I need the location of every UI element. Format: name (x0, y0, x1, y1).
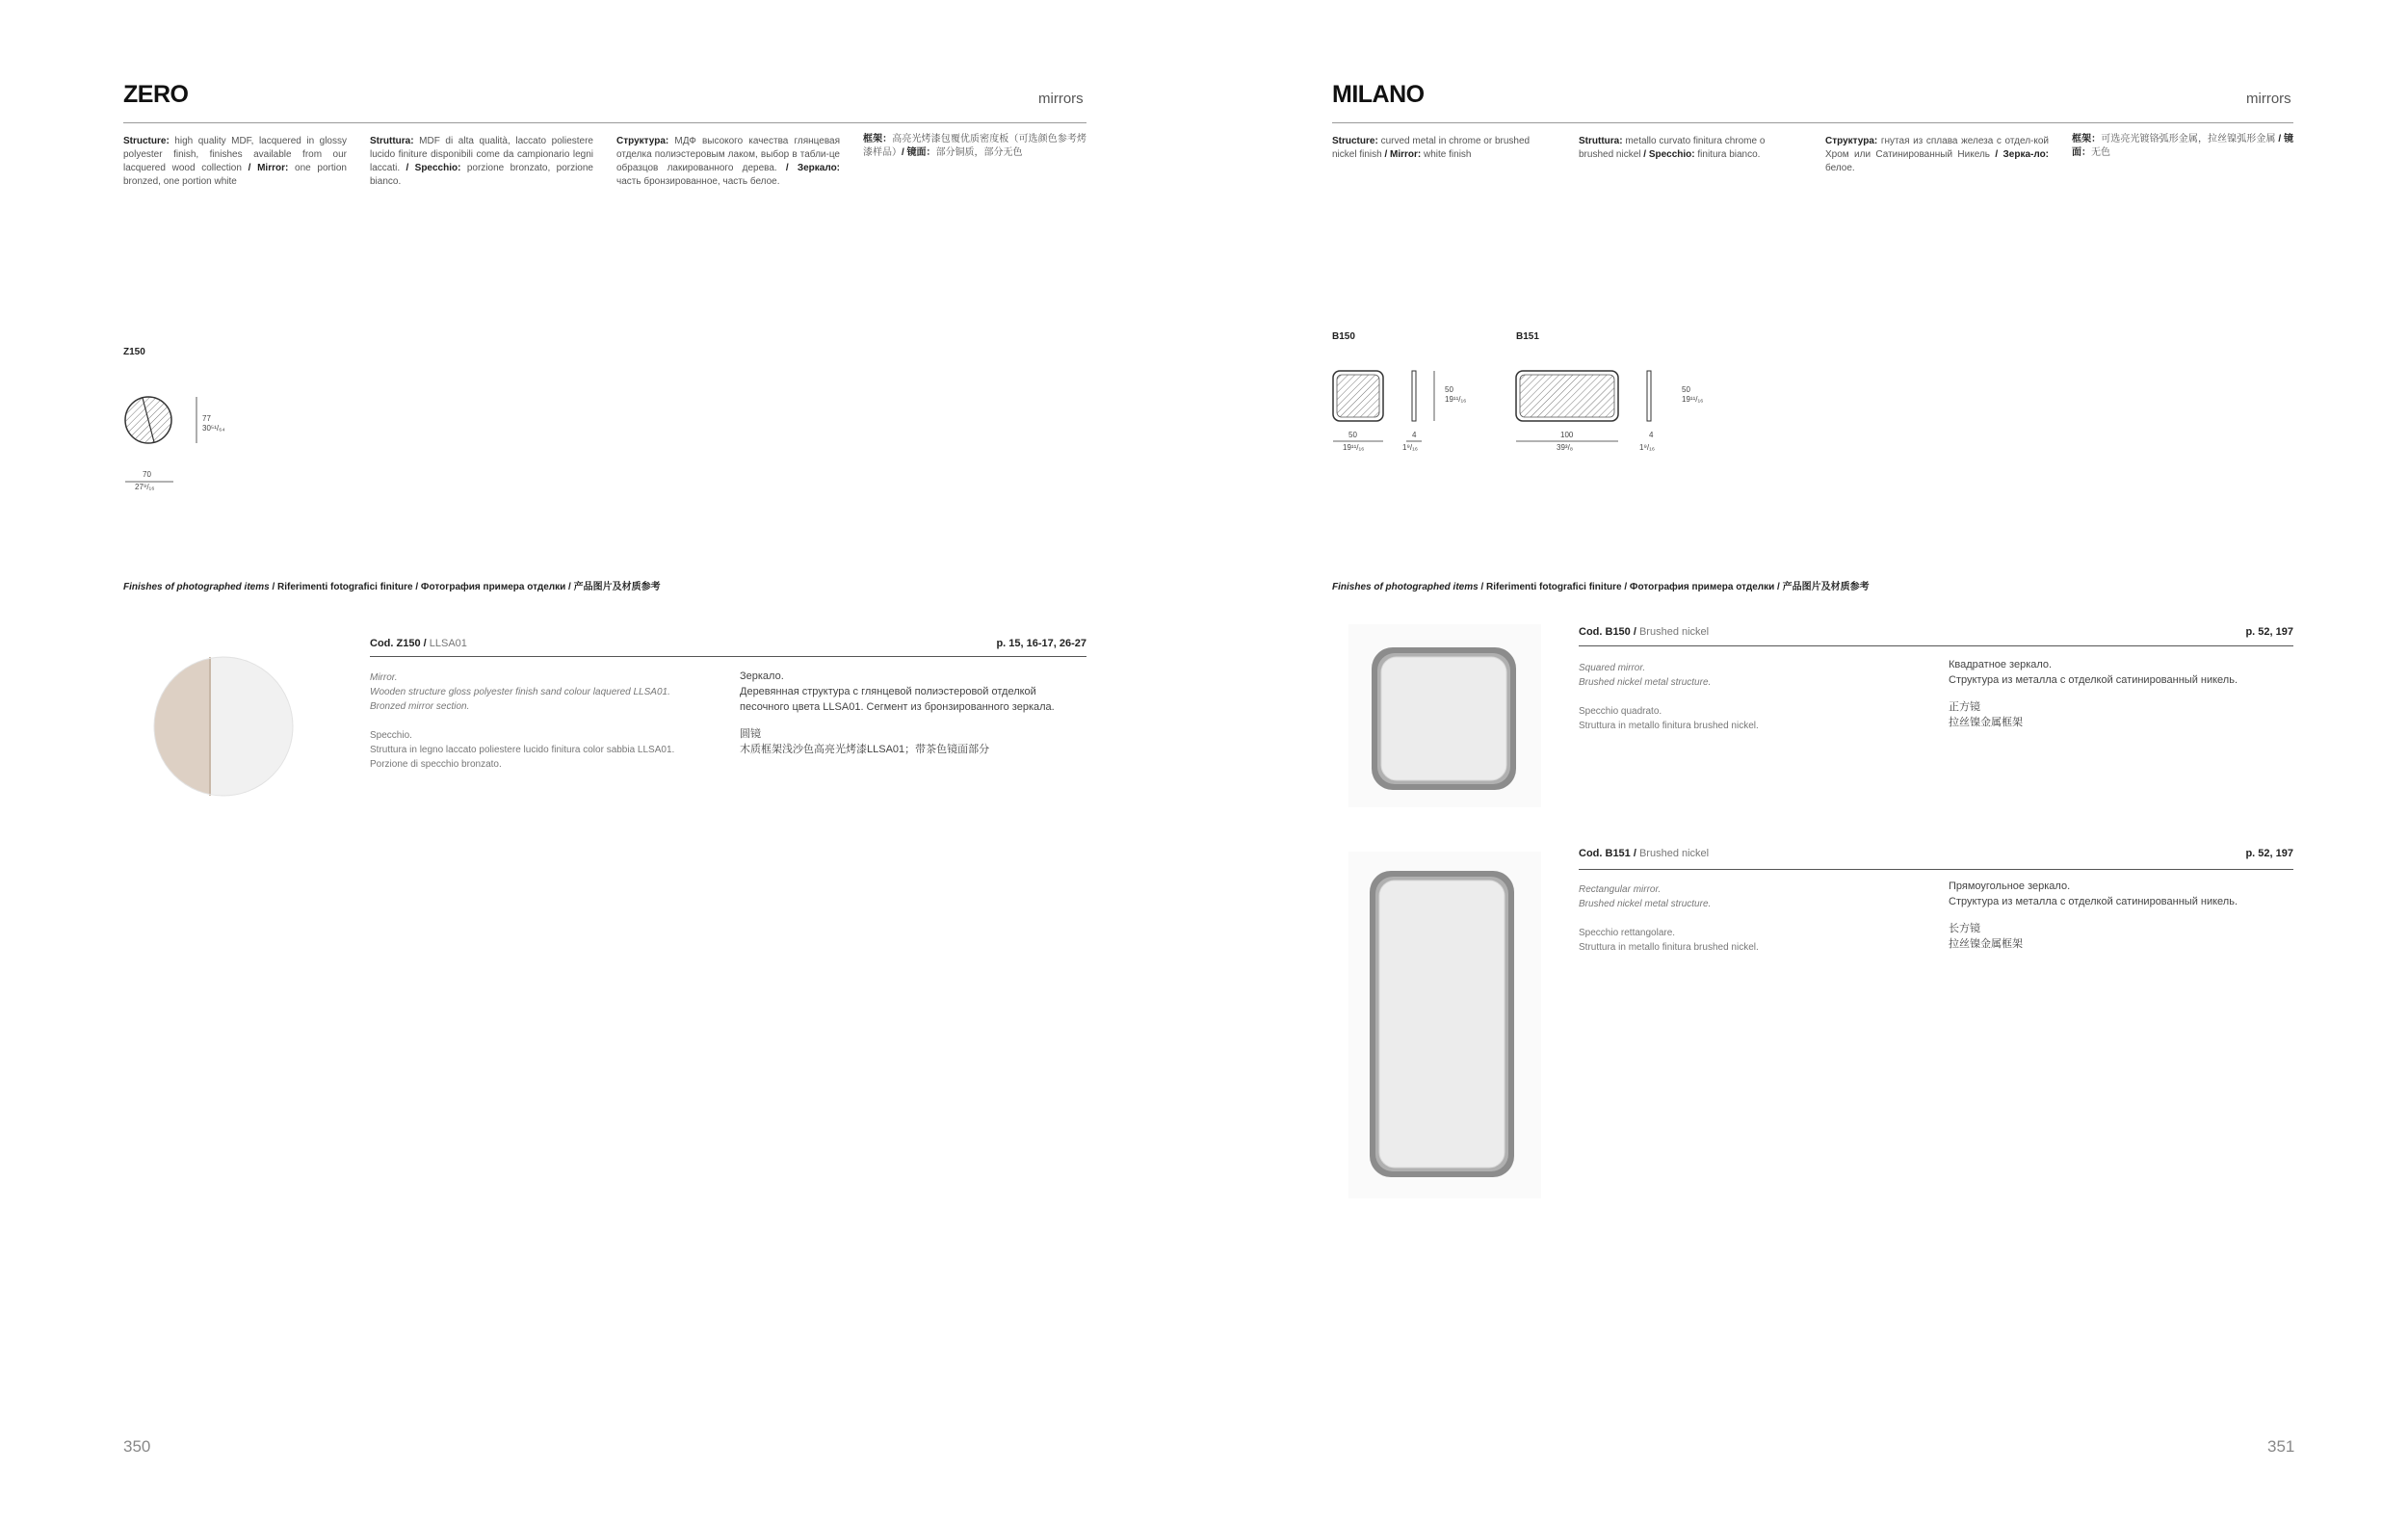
ru-line: песочного цвета LLSA01. Сегмент из бронзированного зеркала. (740, 701, 1055, 713)
page-reference: p. 15, 16-17, 26-27 (996, 638, 1086, 649)
ru-line: Прямоугольное зеркало. (1949, 880, 2071, 892)
label-specchio: / Specchio: (406, 163, 461, 173)
text: 可选亮光镀铬弧形金属，拉丝镍弧形金属 (2101, 134, 2279, 145)
z150-product-photo (143, 644, 304, 817)
text: МДФ высокого качества глянцевая отделка полиэстеровым лаком, выбор в табли-це образцов лакированного дерева. (616, 136, 840, 173)
b150-dim-height: 50 (1445, 385, 1453, 394)
finishes-heading-en: Finishes of photographed items (123, 582, 270, 592)
item-divider (370, 656, 1086, 657)
item-description-ru-zh (740, 669, 1086, 757)
label-zerkalo: / Зерка-ло: (1995, 149, 2050, 160)
en-line: Brushed nickel metal structure. (1579, 677, 1712, 688)
item-finish: Brushed nickel (1636, 626, 1710, 638)
item-code: Cod. Z150 / (370, 638, 427, 649)
it-line: Struttura in legno laccato poliestere lucido finitura color sabbia LLSA01. (370, 745, 675, 755)
page-title-zero: ZERO (123, 81, 189, 108)
text: 高亮光烤漆包覆优质密度板（可选颜色参考烤漆样品） (863, 134, 1087, 158)
dim-width-inches: 27⁹/₁₆ (135, 483, 155, 491)
label-mirror-zh: / 镜面： (2072, 134, 2294, 158)
label-mirror: / Mirror: (1384, 149, 1422, 160)
page-reference: p. 52, 197 (2245, 626, 2293, 638)
text: 部分铜质，部分无色 (935, 147, 1023, 158)
ru-line: Зеркало. (740, 670, 784, 682)
page-title-milano: MILANO (1332, 81, 1425, 108)
label-struktura: Структура: (1825, 136, 1878, 146)
finishes-heading-rest: / Riferimenti fotografici finiture / Фотография примера отделки / 产品图片及材质参考 (1478, 582, 1870, 592)
z150-technical-drawing (119, 393, 245, 493)
ru-line: Структура из металла с отделкой сатинированный никель. (1949, 896, 2238, 907)
en-line: Wooden structure gloss polyester finish sand colour laquered LLSA01. (370, 687, 670, 697)
item-code-b151 (1579, 848, 1709, 859)
text: porzione bronzato, porzione bianco. (370, 163, 593, 187)
b150-side-shape (1412, 371, 1416, 421)
rectangular-mirror-image (1348, 852, 1541, 1198)
text: 无色 (2091, 147, 2110, 158)
label-frame-zh: 框架： (863, 134, 893, 145)
category-label: mirrors (1038, 91, 1084, 107)
label-mirror-zh: / 镜面： (902, 147, 936, 158)
item-finish: Brushed nickel (1636, 848, 1710, 859)
zh-line: 圆镜 (740, 728, 761, 740)
description-en (123, 135, 347, 189)
text: white finish (1421, 149, 1472, 160)
title-divider (1332, 122, 2293, 123)
label-specchio: / Specchio: (1643, 149, 1695, 160)
text: curved metal in chrome or brushed nickel finish (1332, 136, 1531, 160)
description-zh (2072, 133, 2293, 160)
b151-dim-height: 50 (1682, 385, 1690, 394)
it-line: Porzione di specchio bronzato. (370, 759, 502, 770)
page-number-left: 350 (123, 1437, 151, 1456)
b151-description-latin (1579, 882, 1925, 955)
finishes-heading-en: Finishes of photographed items (1332, 582, 1479, 592)
description-ru (616, 135, 840, 189)
square-mirror-image (1348, 624, 1541, 807)
b150-dim-height-inches: 19¹¹/₁₆ (1445, 395, 1467, 404)
page-number-right: 351 (2267, 1437, 2295, 1456)
en-line: Rectangular mirror. (1579, 884, 1662, 895)
text: high quality MDF, lacquered in glossy polyester finish, finishes available from our lacquered wood collection (123, 136, 347, 173)
b150-dim-depth-inches: 1⁹/₁₆ (1402, 443, 1419, 452)
it-line: Specchio rettangolare. (1579, 928, 1676, 938)
milano-technical-drawings (1329, 366, 1657, 462)
model-code-z150: Z150 (123, 347, 145, 357)
b150-dim-depth: 4 (1412, 431, 1417, 439)
text: гнутая из сплава железа с отдел-кой Хром или Сатинированный Никель (1825, 136, 2049, 160)
zh-line: 木质框架浅沙色高亮光烤漆LLSA01；带茶色镜面部分 (740, 744, 990, 755)
label-struktura: Структура: (616, 136, 669, 146)
text: MDF di alta qualità, laccato poliestere lucido finiture disponibili come da campionario legni laccati. (370, 136, 593, 173)
b150-dim-width: 50 (1348, 431, 1357, 439)
label-struttura: Struttura: (370, 136, 414, 146)
text: белое. (1825, 163, 1855, 173)
ru-line: Квадратное зеркало. (1949, 659, 2053, 670)
item-divider (1579, 645, 2293, 646)
label-mirror: / Mirror: (248, 163, 289, 173)
text: one portion bronzed, one portion white (123, 163, 347, 187)
b150-description-ru-zh (1949, 657, 2293, 730)
item-code: Cod. B150 / (1579, 626, 1636, 638)
zh-line: 长方镜 (1949, 923, 1980, 934)
dim-height: 77 (202, 414, 211, 423)
round-mirror-image (143, 644, 304, 817)
b150-mirror-shape (1337, 375, 1379, 417)
text: часть бронзированное, часть белое. (616, 176, 780, 187)
dim-height-inches: 30⁵¹/₆₄ (202, 424, 225, 433)
b151-dim-width-inches: 39³/₈ (1557, 443, 1574, 452)
it-line: Struttura in metallo finitura brushed nickel. (1579, 942, 1759, 953)
en-line: Squared mirror. (1579, 663, 1646, 673)
item-code: Cod. B151 / (1579, 848, 1636, 859)
model-code-b150: B150 (1332, 331, 1355, 342)
description-zh (863, 133, 1086, 160)
label-structure: Structure: (1332, 136, 1378, 146)
en-line: Brushed nickel metal structure. (1579, 899, 1712, 909)
it-line: Specchio quadrato. (1579, 706, 1662, 717)
it-line: Specchio. (370, 730, 412, 741)
finishes-heading (123, 578, 661, 592)
description-it (1579, 135, 1802, 162)
zh-line: 拉丝镍金属框架 (1949, 717, 2023, 728)
page-reference: p. 52, 197 (2245, 848, 2293, 859)
description-ru (1825, 135, 2049, 175)
finishes-heading-rest: / Riferimenti fotografici finiture / Фотография примера отделки / 产品图片及材质参考 (269, 582, 661, 592)
b150-description-latin (1579, 661, 1925, 733)
label-zerkalo: / Зеркало: (785, 163, 841, 173)
b151-dim-width: 100 (1560, 431, 1574, 439)
title-divider (123, 122, 1086, 123)
b151-description-ru-zh (1949, 879, 2293, 952)
en-line: Mirror. (370, 672, 398, 683)
dim-width: 70 (143, 470, 151, 479)
label-structure: Structure: (123, 136, 170, 146)
label-struttura: Struttura: (1579, 136, 1623, 146)
zh-line: 拉丝镍金属框架 (1949, 938, 2023, 950)
b151-product-photo (1348, 852, 1541, 1198)
item-finish: LLSA01 (426, 638, 467, 649)
category-label: mirrors (2246, 91, 2291, 107)
item-code-z150 (370, 638, 467, 649)
b150-product-photo (1348, 624, 1541, 807)
b151-dim-depth-inches: 1⁹/₁₆ (1639, 443, 1656, 452)
item-divider (1579, 869, 2293, 870)
ru-line: Деревянная структура с глянцевой полиэстеровой отделкой (740, 686, 1036, 697)
label-frame-zh: 框架： (2072, 134, 2102, 145)
item-description-latin (370, 670, 717, 772)
description-it (370, 135, 593, 189)
en-line: Bronzed mirror section. (370, 701, 470, 712)
finishes-heading (1332, 578, 1870, 592)
ru-line: Структура из металла с отделкой сатинированный никель. (1949, 674, 2238, 686)
b151-dim-depth: 4 (1649, 431, 1654, 439)
model-code-b151: B151 (1516, 331, 1539, 342)
b151-mirror-shape (1520, 375, 1614, 417)
text: metallo curvato finitura chrome o brushed nickel (1579, 136, 1766, 160)
item-code-b150 (1579, 626, 1709, 638)
text: finitura bianco. (1694, 149, 1761, 160)
b151-dim-height-inches: 19¹¹/₁₆ (1682, 395, 1704, 404)
description-en (1332, 135, 1556, 162)
b151-side-shape (1647, 371, 1651, 421)
zh-line: 正方镜 (1949, 701, 1980, 713)
it-line: Struttura in metallo finitura brushed nickel. (1579, 721, 1759, 731)
b150-dim-width-inches: 19¹¹/₁₆ (1343, 443, 1365, 452)
